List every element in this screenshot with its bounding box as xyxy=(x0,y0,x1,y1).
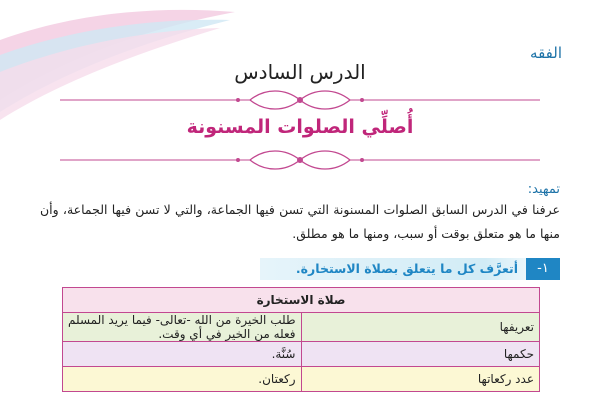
row-label: حكمها xyxy=(301,342,540,367)
ornament-divider-bottom xyxy=(60,148,540,172)
table-header: صلاة الاستخارة xyxy=(63,288,540,313)
activity-bar xyxy=(260,258,560,280)
ornament-divider-top xyxy=(60,88,540,112)
intro-heading: تمهيد: xyxy=(527,182,560,197)
lesson-number: الدرس السادس xyxy=(234,60,366,84)
row-value: ركعتان. xyxy=(63,367,302,392)
activity-text: أتعرَّف كل ما يتعلق بصلاة الاستخارة. xyxy=(295,261,518,276)
row-value: طلب الخيرة من الله -تعالى- فيما يريد المسلم فعله من الخير في أي وقت. xyxy=(63,313,302,342)
activity-number: ١- xyxy=(526,258,560,280)
lesson-title: أُصلِّي الصلوات المسنونة xyxy=(186,116,414,138)
table-row xyxy=(63,342,540,367)
subject-label: الفقه xyxy=(530,44,562,62)
istikhara-table xyxy=(62,287,540,392)
intro-paragraph: عرفنا في الدرس السابق الصلوات المسنونة التي تسن فيها الجماعة، والتي لا تسن فيها الجماعة، وأن منها ما هو متعلق بوقت أو سبب، ومنها ما هو مطلق. xyxy=(40,202,560,241)
row-label: عدد ركعاتها xyxy=(301,367,540,392)
table-header-row xyxy=(63,288,540,313)
table-row xyxy=(63,313,540,342)
row-value: سُنَّة. xyxy=(63,342,302,367)
row-label: تعريفها xyxy=(301,313,540,342)
table-row xyxy=(63,367,540,392)
